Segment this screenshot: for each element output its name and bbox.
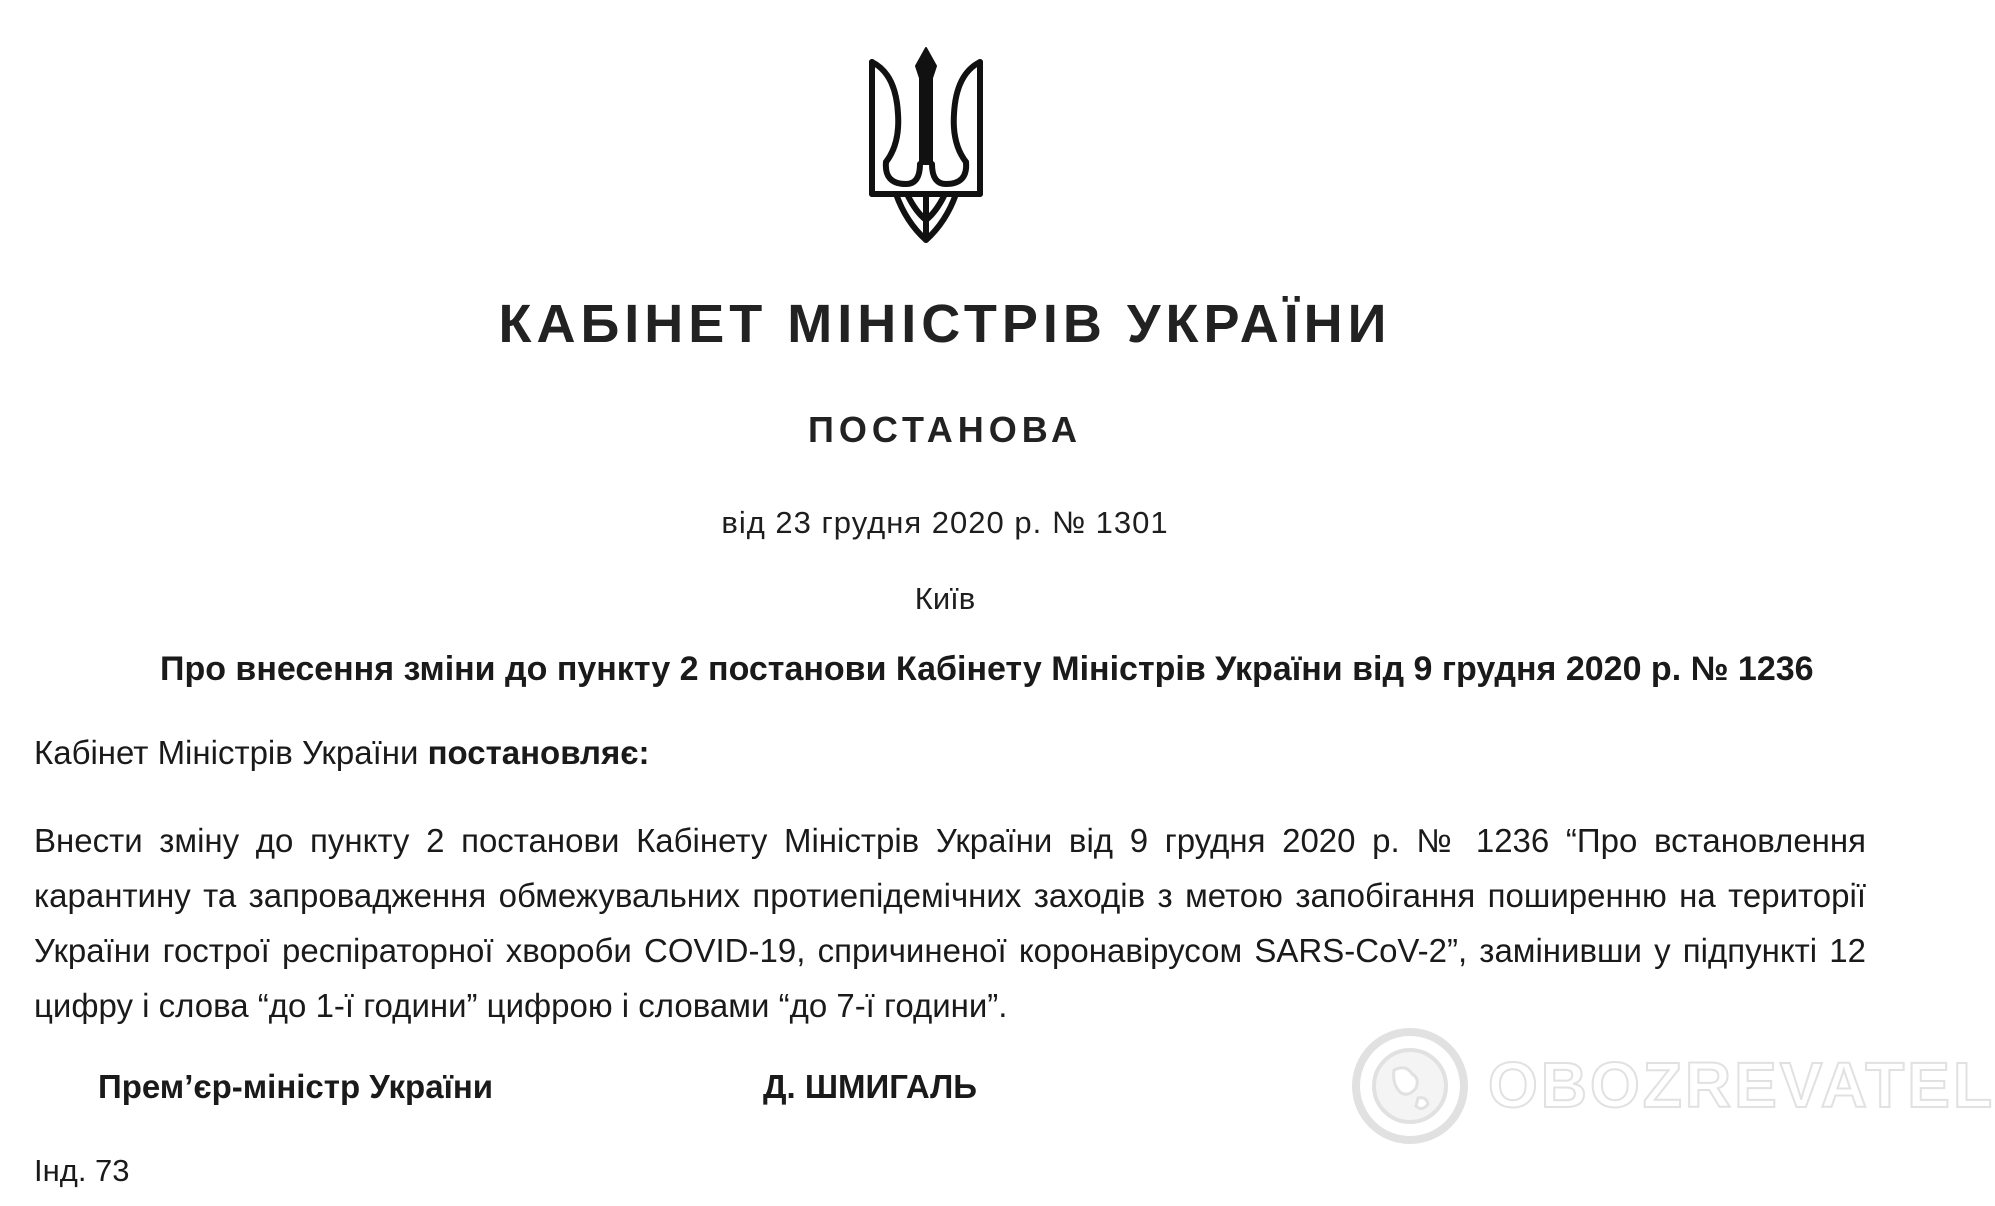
- preamble: [34, 734, 649, 772]
- watermark: [1350, 1022, 1995, 1152]
- preamble-bold-word: постановляє:: [427, 734, 650, 771]
- document-city: Київ: [914, 581, 976, 616]
- preamble-text: Кабінет Міністрів України: [34, 734, 419, 771]
- document-type: ПОСТАНОВА: [808, 409, 1082, 450]
- trident-emblem-icon: [866, 44, 986, 244]
- document-index: Інд. 73: [34, 1153, 130, 1188]
- watermark-text: OBOZREVATEL: [1488, 1049, 1995, 1121]
- body-paragraph: Внести зміну до пункту 2 постанови Кабінету Міністрів України від 9 грудня 2020 р. № 1236 “Про встановлення карантину та запровадження обмежувальних протиепідемічних заходів з метою запобігання поширенню на території України гострої респіраторної хвороби COVID-19, спричиненої коронавірусом SARS-CoV-2”, замінивши у підпункті 12 цифру і слова “до 1-ї години” цифрою і словами “до 7-ї години”.: [34, 822, 1866, 1024]
- globe-logo-icon: [1350, 1026, 1470, 1146]
- organization-title: КАБІНЕТ МІНІСТРІВ УКРАЇНИ: [498, 294, 1392, 354]
- signature-position: Прем’єр-міністр України: [98, 1068, 494, 1105]
- document-date-number: від 23 грудня 2020 р. № 1301: [721, 505, 1169, 540]
- document-subject: Про внесення зміни до пункту 2 постанови Кабінету Міністрів України від 9 грудня 2020 р. № 1236: [160, 650, 1814, 688]
- signature-name: Д. ШМИГАЛЬ: [763, 1068, 977, 1105]
